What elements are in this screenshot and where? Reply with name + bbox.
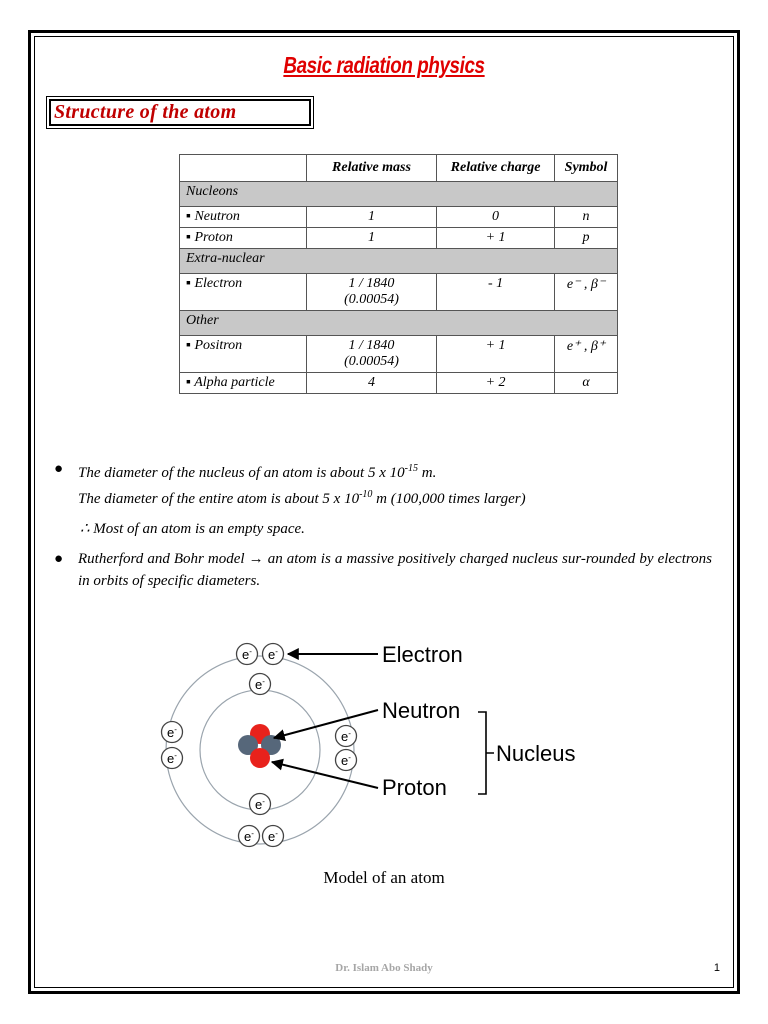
particle-name-cell: ▪ Neutron	[180, 207, 307, 228]
mass-cell: 1	[306, 207, 436, 228]
symbol-cell: e⁻ , β⁻	[555, 274, 618, 311]
bullet-list	[50, 458, 712, 592]
empty-space-conclusion: ∴ Most of an atom is an empty space.	[80, 521, 305, 537]
electron-label: Electron	[382, 642, 463, 667]
svg-text:e-: e-	[268, 647, 278, 662]
symbol-cell: α	[555, 373, 618, 394]
charge-cell: - 1	[437, 274, 555, 311]
bullet-dot: ●	[54, 551, 64, 567]
footer-author: Dr. Islam Abo Shady	[335, 962, 433, 974]
svg-text:e-: e-	[242, 647, 252, 662]
category-label: Nucleons	[180, 182, 618, 207]
table-category-row	[180, 311, 618, 336]
symbol-cell: p	[555, 228, 618, 249]
symbol-cell: n	[555, 207, 618, 228]
proton-arrow	[272, 762, 378, 788]
table-header-cell: Symbol	[555, 155, 618, 182]
rutherford-bohr-text: Rutherford and Bohr model → an atom is a massive positively charged nucleus sur-rounded by electrons in orbits of specific diameters.	[78, 551, 712, 589]
bullet-dot: ●	[54, 461, 64, 477]
electron-icon	[263, 644, 284, 665]
section-heading-box	[46, 96, 314, 129]
mass-cell: 4	[306, 373, 436, 394]
table-row	[180, 228, 618, 249]
category-label: Other	[180, 311, 618, 336]
particle-name-cell: ▪ Proton	[180, 228, 307, 249]
mass-cell: 1 / 1840 (0.00054)	[306, 336, 436, 373]
neutron-arrow	[274, 710, 378, 738]
proton-label: Proton	[382, 775, 447, 800]
electron-icon	[237, 644, 258, 665]
nucleus-diameter-text: The diameter of the nucleus of an atom is about 5 x $10^{-15}$ m.	[78, 463, 437, 481]
svg-text:e-: e-	[268, 829, 278, 844]
atom-model-diagram	[160, 632, 590, 854]
electron-icon	[336, 750, 357, 771]
table-row	[180, 373, 618, 394]
table-header-cell: Relative mass	[306, 155, 436, 182]
nucleus-label: Nucleus	[496, 741, 576, 766]
nucleus-bracket	[478, 712, 494, 794]
table-row	[180, 207, 618, 228]
table-header-cell: Relative charge	[437, 155, 555, 182]
page-title: Basic radiation physics	[283, 52, 485, 78]
svg-text:e-: e-	[255, 677, 265, 692]
particle-name-cell: ▪ Electron	[180, 274, 307, 311]
charge-cell: + 1	[437, 228, 555, 249]
electron-icon	[250, 674, 271, 695]
category-label: Extra-nuclear	[180, 249, 618, 274]
electron-icon	[263, 826, 284, 847]
mass-cell: 1	[306, 228, 436, 249]
charge-cell: 0	[437, 207, 555, 228]
table-row	[180, 336, 618, 373]
electron-icon	[250, 794, 271, 815]
table-category-row	[180, 249, 618, 274]
charge-cell: + 1	[437, 336, 555, 373]
page-number: 1	[713, 962, 720, 974]
particle-name-cell: ▪ Alpha particle	[180, 373, 307, 394]
electron-icon	[162, 748, 183, 769]
svg-text:e-: e-	[167, 751, 177, 766]
particle-table	[179, 154, 618, 394]
bullet-item-model	[50, 548, 712, 592]
table-category-row	[180, 182, 618, 207]
mass-cell: 1 / 1840 (0.00054)	[306, 274, 436, 311]
symbol-cell: e⁺ , β⁺	[555, 336, 618, 373]
charge-cell: + 2	[437, 373, 555, 394]
table-header-row	[180, 155, 618, 182]
bullet-item-diameter	[50, 458, 712, 540]
svg-text:e-: e-	[255, 797, 265, 812]
svg-text:e-: e-	[341, 729, 351, 744]
particle-name-cell: ▪ Positron	[180, 336, 307, 373]
electron-icon	[336, 726, 357, 747]
nucleus	[238, 724, 281, 768]
table-row	[180, 274, 618, 311]
svg-text:e-: e-	[167, 725, 177, 740]
table-header-cell	[180, 155, 307, 182]
electron-icon	[239, 826, 260, 847]
svg-text:e-: e-	[244, 829, 254, 844]
neutron-label: Neutron	[382, 698, 461, 723]
electron-icon	[162, 722, 183, 743]
figure-caption: Model of an atom	[323, 868, 445, 887]
atom-diameter-text: The diameter of the entire atom is about 5 x $10^{-10}$ m (100,000 times larger)	[78, 489, 526, 507]
svg-text:e-: e-	[341, 753, 351, 768]
section-title: Structure of the atom	[54, 101, 237, 123]
